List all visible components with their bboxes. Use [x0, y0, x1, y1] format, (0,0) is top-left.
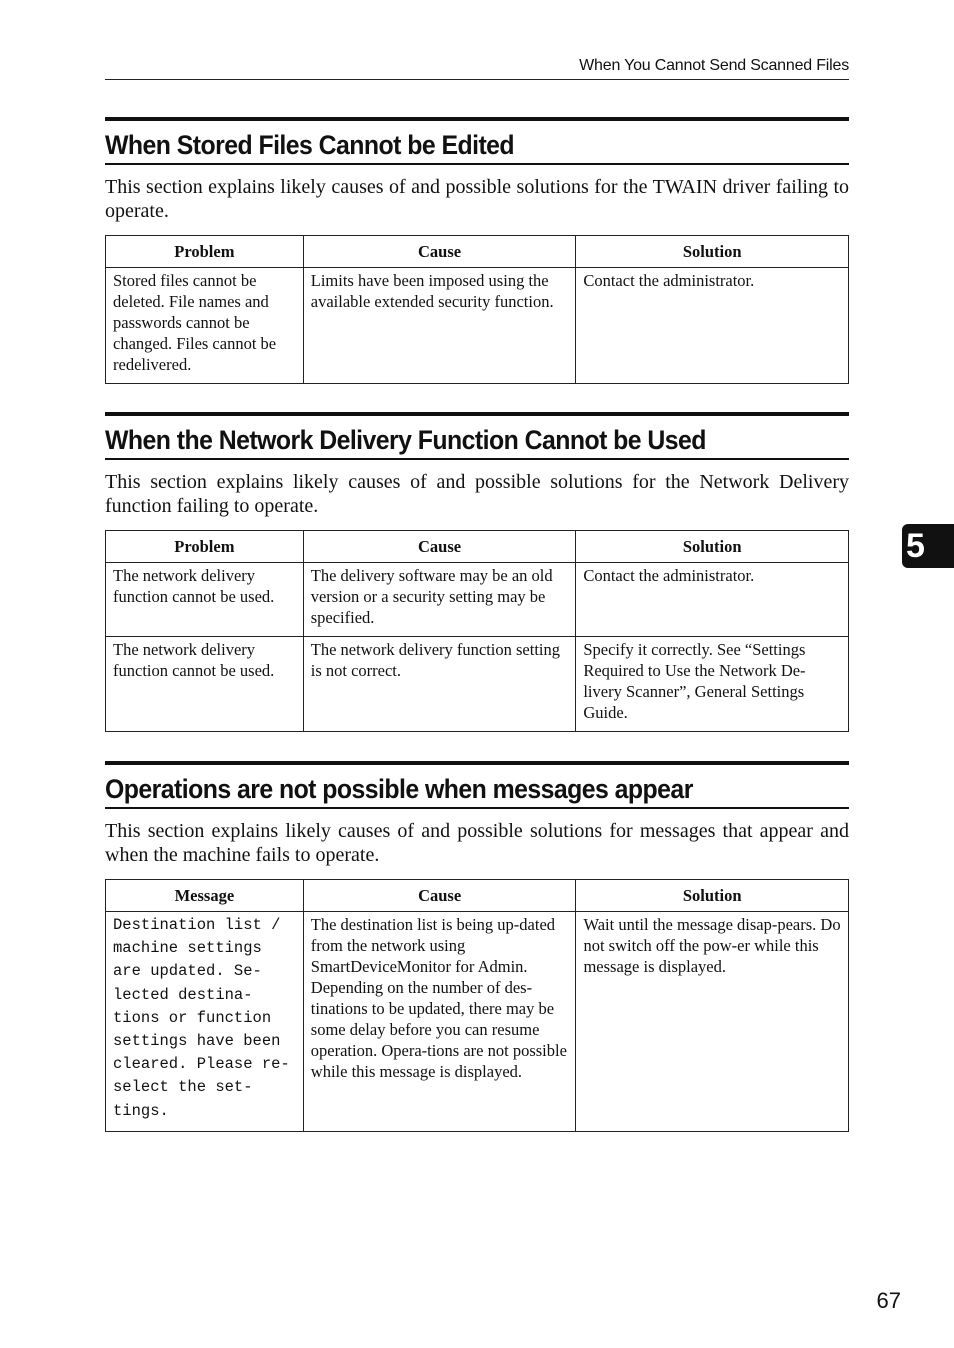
cause-cell: The network delivery function setting is not correct. [303, 637, 576, 732]
chapter-tab: 5 [902, 524, 954, 568]
cause-cell: The destination list is being up-dated from the network using SmartDeviceMonitor for Admin. Depending on the number of des-tinations to be updated, there may be some delay before you can resume operation. Opera-tions are not possible while this message is displayed. [303, 912, 576, 1132]
cause-cell: The delivery software may be an old version or a security setting may be specified. [303, 563, 576, 637]
solution-cell: Specify it correctly. See “Settings Required to Use the Network De-livery Scanner”, General Settings Guide. [576, 637, 849, 732]
column-header-cause: Cause [303, 236, 576, 268]
table-row [106, 912, 849, 1132]
column-header-solution: Solution [576, 880, 849, 912]
running-header [105, 56, 849, 80]
section-intro: This section explains likely causes of and possible solutions for messages that appear and when the machine fails to operate. [105, 820, 849, 866]
section-stored-files [105, 117, 849, 384]
column-header-problem: Problem [106, 236, 304, 268]
troubleshooting-table [105, 235, 849, 384]
section-title: Operations are not possible when messages appear [105, 774, 693, 804]
column-header-cause: Cause [303, 531, 576, 563]
problem-cell: Stored files cannot be deleted. File names and passwords cannot be changed. Files cannot be redelivered. [106, 268, 304, 384]
table-header-row [106, 531, 849, 563]
section-heading [105, 412, 849, 460]
solution-cell: Wait until the message disap-pears. Do not switch off the pow-er while this message is displayed. [576, 912, 849, 1132]
message-cell: Destination list / machine settings are updated. Se-lected destina-tions or function settings have been cleared. Please re-select the set-tings. [106, 912, 304, 1132]
table-row [106, 268, 849, 384]
section-heading [105, 117, 849, 165]
running-header-title: When You Cannot Send Scanned Files [579, 57, 849, 74]
table-row [106, 563, 849, 637]
column-header-solution: Solution [576, 531, 849, 563]
section-title: When the Network Delivery Function Cannot be Used [105, 425, 706, 455]
table-header-row [106, 236, 849, 268]
cause-cell: Limits have been imposed using the available extended security function. [303, 268, 576, 384]
section-intro: This section explains likely causes of and possible solutions for the TWAIN driver failing to operate. [105, 176, 849, 222]
solution-cell: Contact the administrator. [576, 563, 849, 637]
solution-cell: Contact the administrator. [576, 268, 849, 384]
section-messages [105, 761, 849, 1132]
troubleshooting-table [105, 530, 849, 732]
table-header-row [106, 880, 849, 912]
column-header-solution: Solution [576, 236, 849, 268]
page-number: 67 [876, 1288, 901, 1313]
section-intro: This section explains likely causes of and possible solutions for the Network Delivery function failing to operate. [105, 471, 849, 517]
column-header-cause: Cause [303, 880, 576, 912]
problem-cell: The network delivery function cannot be used. [106, 637, 304, 732]
table-row [106, 637, 849, 732]
section-network-delivery [105, 412, 849, 732]
troubleshooting-table [105, 879, 849, 1132]
problem-cell: The network delivery function cannot be used. [106, 563, 304, 637]
column-header-message: Message [106, 880, 304, 912]
column-header-problem: Problem [106, 531, 304, 563]
section-heading [105, 761, 849, 809]
section-title: When Stored Files Cannot be Edited [105, 130, 515, 160]
